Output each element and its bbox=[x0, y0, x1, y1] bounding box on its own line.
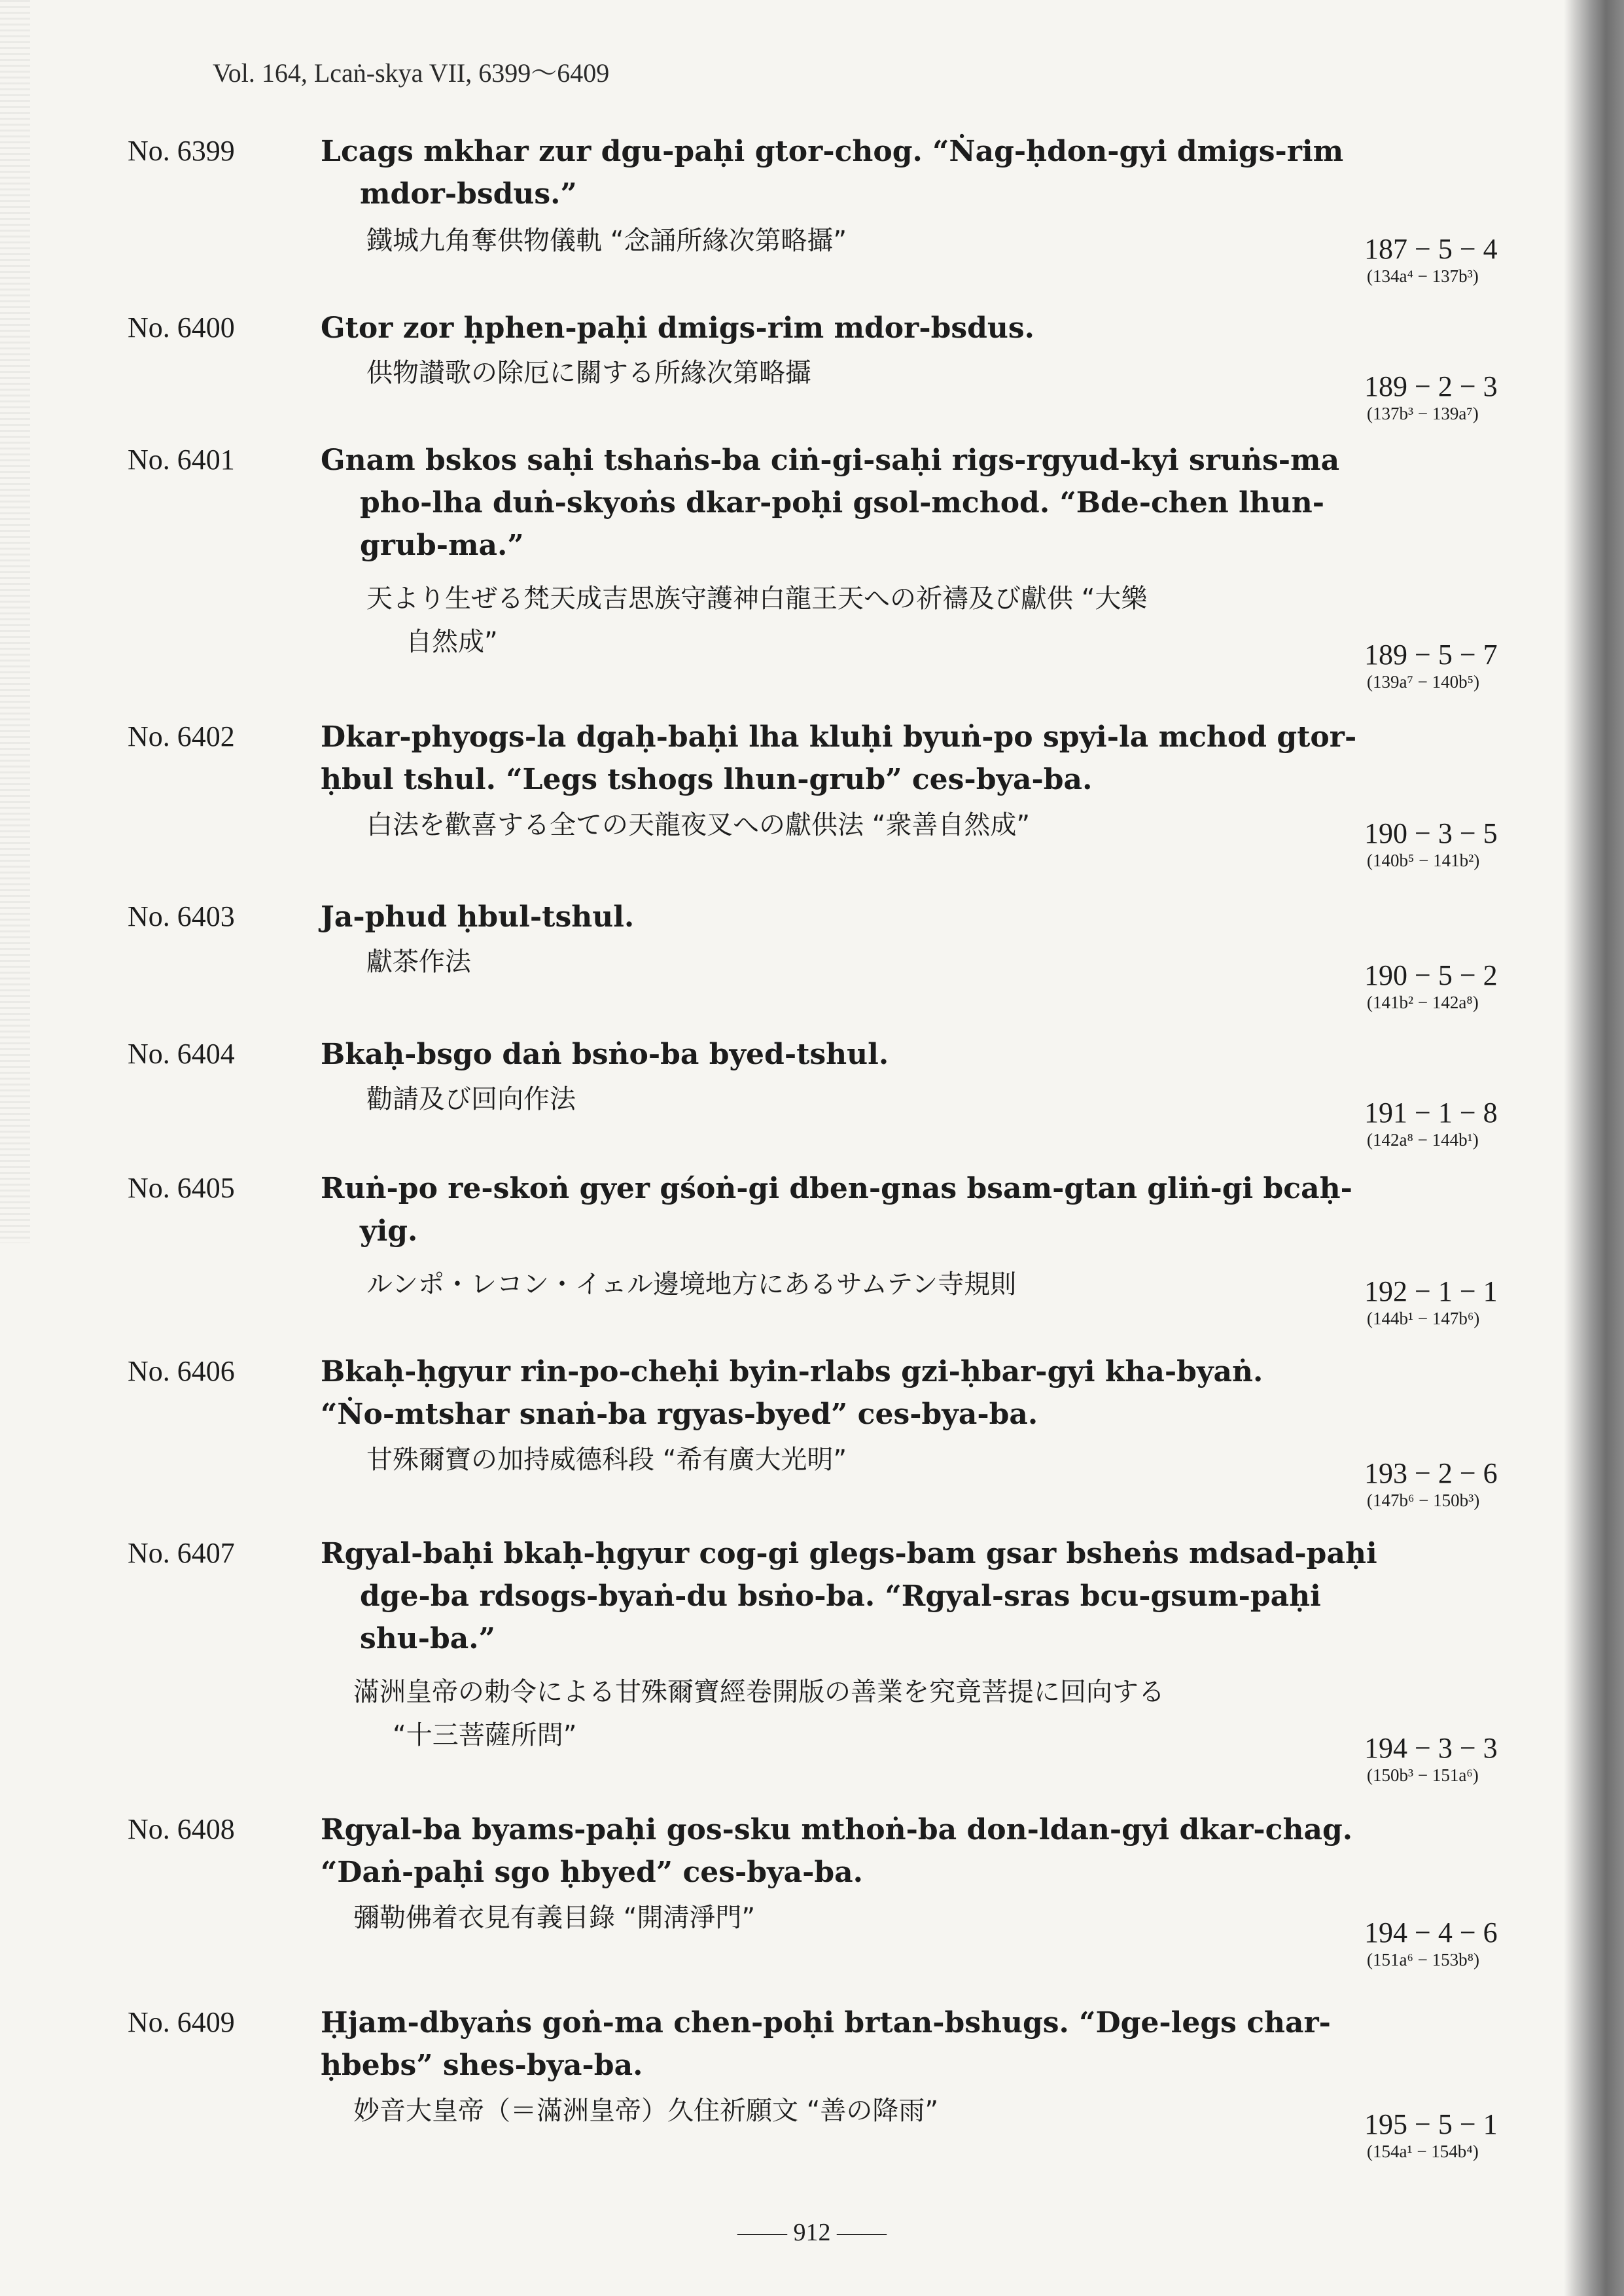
japanese-translation bbox=[353, 1670, 1466, 1757]
catalog-entry-6403 bbox=[128, 900, 1570, 1031]
title-line: Dkar-phyogs-la dgaḥ-baḥi lha kluḥi byuṅ-po spyi-la mchod gtor- bbox=[321, 720, 1357, 754]
title-line: Gnam bskos saḥi tshaṅs-ba ciṅ-gi-saḥi rigs-rgyud-kyi sruṅs-ma bbox=[321, 444, 1340, 477]
reference-main: 194 − 3 − 3 bbox=[1364, 1732, 1498, 1764]
entry-number: No. 6407 bbox=[128, 1537, 235, 1569]
japanese-line: 鐵城九角奪供物儀軌 “念誦所緣次第略攝” bbox=[366, 226, 847, 256]
japanese-translation bbox=[366, 804, 1479, 847]
japanese-line: 天より生ぜる梵天成吉思族守護神白龍王天への祈禱及び獻供 “大樂 bbox=[366, 584, 1148, 614]
reference bbox=[1364, 1917, 1561, 1971]
title-line: Bkaḥ-bsgo daṅ bsṅo-ba byed-tshul. bbox=[321, 1038, 889, 1071]
title-line: dge-ba rdsogs-byaṅ-du bsṅo-ba. “Rgyal-sras bcu-gsum-paḥi bbox=[360, 1580, 1321, 1613]
reference-folio: (137b³ − 139a⁷) bbox=[1367, 404, 1479, 423]
scan-shadow-left bbox=[0, 0, 30, 1243]
reference bbox=[1364, 818, 1561, 872]
entry-title bbox=[321, 1033, 1564, 1076]
japanese-line: 白法を歡喜する全ての天龍夜叉への獻供法 “衆善自然成” bbox=[366, 810, 1031, 840]
title-line: Ḥjam-dbyaṅs goṅ-ma chen-poḥi brtan-bshugs. “Dge-legs char- bbox=[321, 2006, 1331, 2040]
reference-main: 194 − 4 − 6 bbox=[1364, 1916, 1498, 1949]
title-line: ḥbebs” shes-bya-ba. bbox=[321, 2049, 643, 2082]
reference bbox=[1364, 1097, 1561, 1151]
entry-title bbox=[321, 439, 1564, 567]
entry-number: No. 6409 bbox=[128, 2006, 235, 2038]
catalog-entry-6409 bbox=[128, 2005, 1570, 2176]
reference-main: 193 − 2 − 6 bbox=[1364, 1457, 1498, 1489]
entry-title bbox=[321, 130, 1564, 215]
reference-main: 195 − 5 − 1 bbox=[1364, 2108, 1498, 2140]
reference-folio: (147b⁶ − 150b³) bbox=[1367, 1491, 1480, 1510]
reference-folio: (134a⁴ − 137b³) bbox=[1367, 266, 1479, 286]
reference-folio: (154a¹ − 154b⁴) bbox=[1367, 2142, 1479, 2161]
catalog-entry-6401 bbox=[128, 443, 1570, 718]
title-line: Lcags mkhar zur dgu-paḥi gtor-chog. “Ṅag-ḥdon-gyi dmigs-rim bbox=[321, 135, 1344, 168]
japanese-translation bbox=[366, 351, 1479, 395]
title-line: yig. bbox=[360, 1214, 418, 1248]
title-line: mdor-bsdus.” bbox=[360, 177, 577, 211]
reference bbox=[1364, 1733, 1561, 1786]
title-line: “Daṅ-paḥi sgo ḥbyed” ces-bya-ba. bbox=[321, 1856, 863, 1889]
entry-title bbox=[321, 716, 1564, 801]
entry-number: No. 6405 bbox=[128, 1172, 235, 1204]
japanese-translation bbox=[353, 1896, 1466, 1939]
reference-folio: (141b² − 142a⁸) bbox=[1367, 993, 1479, 1012]
entry-title bbox=[321, 307, 1564, 349]
reference-folio: (140b⁵ − 141b²) bbox=[1367, 851, 1480, 870]
entry-title bbox=[321, 2002, 1564, 2087]
catalog-entry-6399 bbox=[128, 134, 1570, 304]
page-number: —— 912 —— bbox=[737, 2219, 887, 2246]
japanese-line: 妙音大皇帝（＝滿洲皇帝）久住祈願文 “善の降雨” bbox=[353, 2096, 939, 2126]
japanese-translation bbox=[366, 940, 1479, 983]
reference bbox=[1364, 639, 1561, 693]
japanese-translation bbox=[366, 1078, 1479, 1121]
entry-number: No. 6400 bbox=[128, 311, 235, 344]
title-line: Rgyal-ba byams-paḥi gos-sku mthoṅ-ba don-ldan-gyi dkar-chag. bbox=[321, 1813, 1353, 1846]
title-line: Rgyal-baḥi bkaḥ-ḥgyur cog-gi glegs-bam gsar bsheṅs mdsad-paḥi bbox=[321, 1537, 1377, 1570]
reference-folio: (144b¹ − 147b⁶) bbox=[1367, 1309, 1480, 1328]
entry-number: No. 6404 bbox=[128, 1038, 235, 1070]
title-line: Ja-phud ḥbul-tshul. bbox=[321, 900, 635, 934]
reference-main: 190 − 3 − 5 bbox=[1364, 817, 1498, 849]
catalog-entry-6405 bbox=[128, 1171, 1570, 1341]
entry-number: No. 6399 bbox=[128, 135, 235, 167]
reference-main: 189 − 5 − 7 bbox=[1364, 639, 1498, 671]
catalog-entry-6407 bbox=[128, 1536, 1570, 1798]
reference bbox=[1364, 960, 1561, 1014]
entry-number: No. 6408 bbox=[128, 1813, 235, 1845]
reference bbox=[1364, 2109, 1561, 2163]
reference-folio: (151a⁶ − 153b⁸) bbox=[1367, 1950, 1480, 1969]
reference bbox=[1364, 1458, 1561, 1511]
entry-number: No. 6406 bbox=[128, 1355, 235, 1387]
japanese-translation bbox=[366, 577, 1479, 663]
reference-main: 187 − 5 − 4 bbox=[1364, 233, 1498, 265]
japanese-line: 自然成” bbox=[406, 627, 498, 657]
catalog-entry-6406 bbox=[128, 1354, 1570, 1525]
entry-title bbox=[321, 1351, 1564, 1436]
japanese-line: 彌勒佛着衣見有義目錄 “開淸淨門” bbox=[353, 1903, 756, 1933]
title-line: pho-lha duṅ-skyoṅs dkar-poḥi gsol-mchod. “Bde-chen lhun- bbox=[360, 486, 1324, 520]
japanese-line: 獻茶作法 bbox=[366, 947, 471, 977]
reference-folio: (150b³ − 151a⁶) bbox=[1367, 1765, 1479, 1785]
catalog-entry-6402 bbox=[128, 720, 1570, 890]
japanese-line: ルンポ・レコン・イェル邊境地方にあるサムテン寺規則 bbox=[366, 1269, 1017, 1299]
entry-title bbox=[321, 1532, 1564, 1660]
title-line: ḥbul tshul. “Legs tshogs lhun-grub” ces-bya-ba. bbox=[321, 763, 1093, 796]
catalog-entry-6400 bbox=[128, 311, 1570, 442]
title-line: Bkaḥ-ḥgyur rin-po-cheḥi byin-rlabs gzi-ḥbar-gyi kha-byaṅ. bbox=[321, 1355, 1263, 1388]
title-line: Ruṅ-po re-skoṅ gyer gśoṅ-gi dben-gnas bsam-gtan gliṅ-gi bcaḥ- bbox=[321, 1172, 1352, 1205]
reference-main: 189 − 2 − 3 bbox=[1364, 370, 1498, 402]
reference-main: 192 − 1 − 1 bbox=[1364, 1275, 1498, 1307]
running-header: Vol. 164, Lcaṅ-skya VII, 6399〜6409 bbox=[213, 58, 610, 88]
entry-title bbox=[321, 896, 1564, 938]
japanese-line: 供物讃歌の除厄に關する所緣次第略攝 bbox=[366, 358, 811, 388]
japanese-translation bbox=[366, 219, 1479, 262]
title-line: grub-ma.” bbox=[360, 529, 524, 562]
title-line: shu-ba.” bbox=[360, 1622, 495, 1655]
reference-main: 190 − 5 − 2 bbox=[1364, 959, 1498, 991]
catalog-entry-6404 bbox=[128, 1037, 1570, 1168]
title-line: Gtor zor ḥphen-paḥi dmigs-rim mdor-bsdus. bbox=[321, 311, 1034, 345]
entry-title bbox=[321, 1809, 1564, 1894]
japanese-line: “十三菩薩所問” bbox=[393, 1720, 577, 1750]
entry-number: No. 6403 bbox=[128, 900, 235, 932]
entry-title bbox=[321, 1167, 1564, 1252]
reference bbox=[1364, 234, 1561, 287]
reference bbox=[1364, 1276, 1561, 1330]
page-edge-shadow bbox=[1564, 0, 1624, 2296]
reference-folio: (139a⁷ − 140b⁵) bbox=[1367, 672, 1480, 692]
title-line: “Ṅo-mtshar snaṅ-ba rgyas-byed” ces-bya-ba. bbox=[321, 1398, 1038, 1431]
japanese-translation bbox=[353, 2089, 1466, 2132]
entry-number: No. 6402 bbox=[128, 720, 235, 752]
japanese-line: 甘殊爾寶の加持威德科段 “希有廣大光明” bbox=[366, 1445, 847, 1475]
japanese-line: 勸請及び回向作法 bbox=[366, 1084, 576, 1114]
japanese-translation bbox=[366, 1438, 1479, 1481]
japanese-translation bbox=[366, 1263, 1479, 1306]
entry-number: No. 6401 bbox=[128, 444, 235, 476]
reference-main: 191 − 1 − 8 bbox=[1364, 1097, 1498, 1129]
reference bbox=[1364, 371, 1561, 425]
catalog-entry-6408 bbox=[128, 1812, 1570, 1983]
japanese-line: 滿洲皇帝の勅令による甘殊爾寶經卷開版の善業を究竟菩提に回向する bbox=[353, 1677, 1165, 1707]
reference-folio: (142a⁸ − 144b¹) bbox=[1367, 1130, 1479, 1150]
